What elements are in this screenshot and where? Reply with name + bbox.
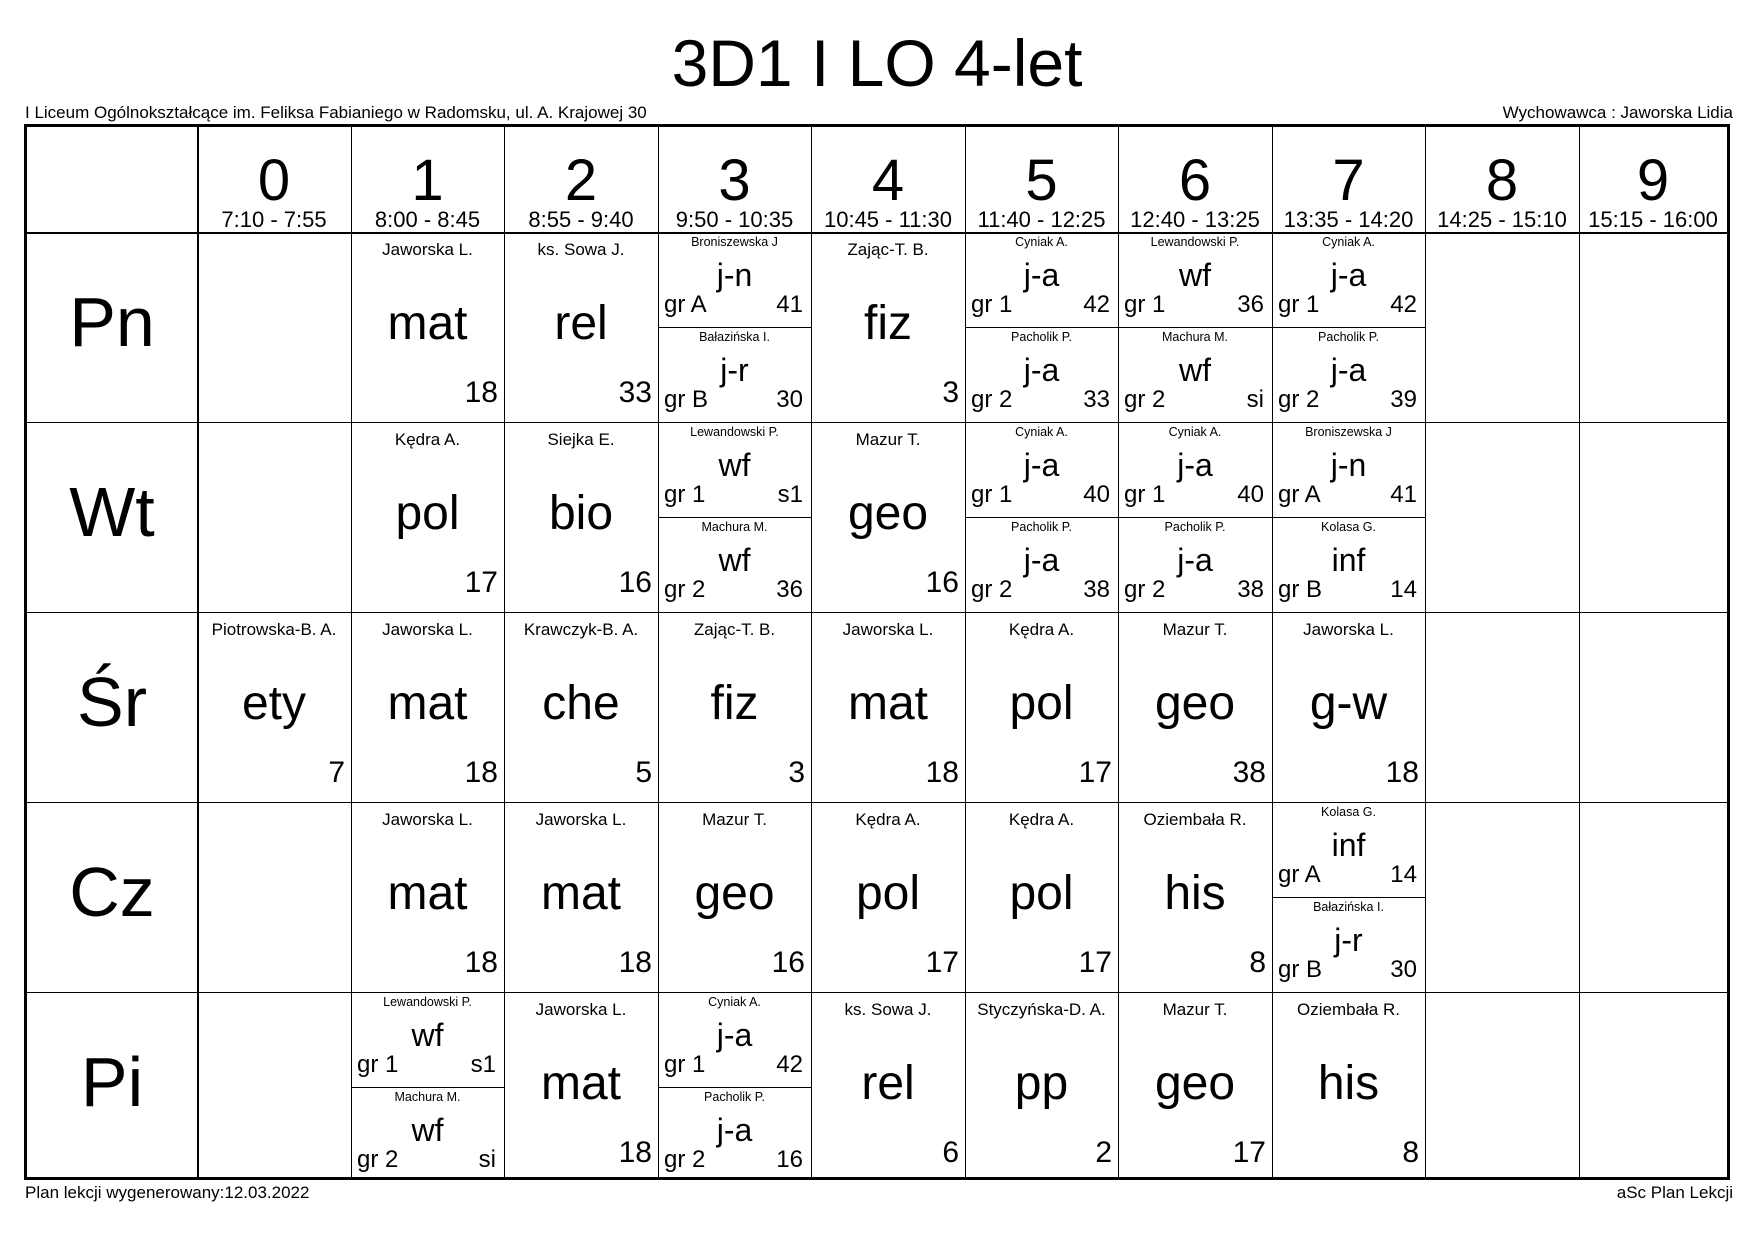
lesson-group-name: gr A xyxy=(1278,481,1321,508)
lesson-group-name: gr 2 xyxy=(1278,386,1320,413)
lesson-room: 18 xyxy=(618,1136,652,1169)
lesson-room: 38 xyxy=(1232,756,1266,789)
lesson-cell[interactable] xyxy=(965,612,1118,802)
period-header xyxy=(1425,148,1579,232)
lesson-teacher: Lewandowski P. xyxy=(383,995,472,1009)
lesson-subject: wf xyxy=(718,542,751,578)
lesson-group-name: gr 1 xyxy=(664,481,706,508)
period-time: 9:50 - 10:35 xyxy=(675,207,794,232)
lesson-cell[interactable] xyxy=(504,422,658,612)
period-time: 8:55 - 9:40 xyxy=(528,207,634,232)
lesson-teacher: Jaworska L. xyxy=(382,240,473,259)
lesson-cell[interactable] xyxy=(504,612,658,802)
lesson-group-name: gr 1 xyxy=(1124,291,1166,318)
lesson-room: 14 xyxy=(1390,861,1417,888)
lesson-cell[interactable] xyxy=(811,422,965,612)
lesson-room: si xyxy=(1246,386,1264,413)
lesson-teacher: Broniszewska J xyxy=(1305,425,1392,439)
period-time: 7:10 - 7:55 xyxy=(221,207,327,232)
lesson-cell[interactable] xyxy=(658,612,811,802)
lesson-group[interactable] xyxy=(658,232,811,327)
lesson-teacher: Kędra A. xyxy=(1008,620,1075,639)
lesson-cell[interactable] xyxy=(811,802,965,992)
lesson-subject: j-a xyxy=(716,1017,753,1053)
lesson-room: 7 xyxy=(328,756,345,789)
lesson-subject: j-a xyxy=(1023,352,1060,388)
lesson-group-name: gr B xyxy=(664,386,709,413)
lesson-subject: mat xyxy=(387,867,468,920)
lesson-room: 2 xyxy=(1095,1136,1112,1169)
lesson-subject: j-a xyxy=(716,1112,753,1148)
lesson-teacher: Machura M. xyxy=(1162,330,1228,344)
lesson-room: 33 xyxy=(1083,386,1110,413)
lesson-teacher: Bałazińska I. xyxy=(699,330,770,344)
lesson-teacher: Broniszewska J xyxy=(691,235,778,249)
lesson-teacher: Lewandowski P. xyxy=(690,425,779,439)
lesson-subject: mat xyxy=(387,677,468,730)
lesson-teacher: Jaworska L. xyxy=(382,620,473,639)
timetable-grid xyxy=(24,124,1730,1180)
lesson-subject: ety xyxy=(241,677,307,730)
software-name: aSc Plan Lekcji xyxy=(1616,1183,1733,1202)
lesson-room: 18 xyxy=(618,946,652,979)
lesson-subject: j-a xyxy=(1330,257,1367,293)
lesson-teacher: Pacholik P. xyxy=(704,1090,765,1104)
period-header xyxy=(1272,148,1425,232)
lesson-cell[interactable] xyxy=(965,802,1118,992)
period-header xyxy=(1118,148,1272,232)
lesson-group-name: gr 2 xyxy=(971,386,1013,413)
lesson-teacher: Jaworska L. xyxy=(1303,620,1394,639)
lesson-room: si xyxy=(478,1146,496,1173)
lesson-teacher: Pacholik P. xyxy=(1011,520,1072,534)
period-time: 13:35 - 14:20 xyxy=(1283,207,1414,232)
lesson-subject: fiz xyxy=(864,297,912,350)
lesson-teacher: Siejka E. xyxy=(547,430,615,449)
lesson-teacher: Lewandowski P. xyxy=(1150,235,1240,249)
lesson-subject: geo xyxy=(1154,677,1236,730)
lesson-subject: wf xyxy=(1179,352,1211,388)
lesson-group[interactable] xyxy=(658,327,811,422)
lesson-subject: g-w xyxy=(1309,677,1388,730)
lesson-room: 40 xyxy=(1237,481,1264,508)
lesson-subject: j-n xyxy=(716,257,753,293)
lesson-cell[interactable] xyxy=(811,992,965,1182)
lesson-cell[interactable] xyxy=(811,612,965,802)
lesson-group-name: gr 2 xyxy=(1124,386,1166,413)
period-time: 12:40 - 13:25 xyxy=(1130,207,1260,232)
lesson-teacher: Kolasa G. xyxy=(1321,520,1376,534)
lesson-room: 6 xyxy=(942,1136,959,1169)
lesson-room: 18 xyxy=(464,946,498,979)
lesson-cell[interactable] xyxy=(351,232,504,422)
period-header xyxy=(811,148,965,232)
lesson-teacher: Pacholik P. xyxy=(1318,330,1379,344)
lesson-group-name: gr 2 xyxy=(357,1146,399,1173)
lesson-subject: pol xyxy=(1009,677,1074,730)
day-label: Cz xyxy=(69,853,155,931)
lesson-group[interactable] xyxy=(351,992,504,1087)
lesson-subject: j-a xyxy=(1177,447,1213,483)
period-time: 15:15 - 16:00 xyxy=(1588,207,1718,232)
period-number: 4 xyxy=(871,148,905,213)
lesson-group[interactable] xyxy=(1118,327,1272,422)
period-header xyxy=(197,148,351,232)
lesson-room: 18 xyxy=(925,756,959,789)
period-time: 8:00 - 8:45 xyxy=(374,207,481,232)
lesson-subject: mat xyxy=(847,677,928,730)
lesson-group[interactable] xyxy=(1272,897,1425,992)
lesson-room: 5 xyxy=(635,756,652,789)
lesson-group-name: gr B xyxy=(1278,576,1323,603)
lesson-teacher: Mazur T. xyxy=(1162,620,1228,639)
lesson-room: 30 xyxy=(1390,956,1417,983)
lesson-subject: inf xyxy=(1331,542,1366,578)
lesson-room: 38 xyxy=(1237,576,1264,603)
lesson-subject: pol xyxy=(1009,867,1074,920)
lesson-teacher: Oziembała R. xyxy=(1143,810,1247,829)
lesson-room: 36 xyxy=(776,576,803,603)
lesson-room: s1 xyxy=(777,481,803,508)
lesson-subject: wf xyxy=(411,1112,444,1148)
lesson-subject: che xyxy=(542,677,620,730)
lesson-room: 42 xyxy=(1083,291,1110,318)
lesson-group[interactable] xyxy=(1272,802,1425,897)
lesson-cell[interactable] xyxy=(658,802,811,992)
lesson-teacher: Bałazińska I. xyxy=(1313,900,1384,914)
lesson-subject: wf xyxy=(718,447,751,483)
period-number: 1 xyxy=(411,148,444,213)
page-title: 3D1 I LO 4-let xyxy=(671,26,1083,100)
lesson-group-name: gr 2 xyxy=(664,576,706,603)
period-number: 5 xyxy=(1025,148,1058,213)
lesson-cell[interactable] xyxy=(1118,992,1272,1182)
lesson-subject: inf xyxy=(1331,827,1366,863)
period-header xyxy=(658,148,811,232)
lesson-teacher: Oziembała R. xyxy=(1297,1000,1400,1019)
lesson-teacher: Cyniak A. xyxy=(1322,235,1375,249)
lesson-room: 17 xyxy=(1078,756,1112,789)
lesson-teacher: ks. Sowa J. xyxy=(844,1000,932,1019)
lesson-room: 17 xyxy=(1232,1136,1266,1169)
lesson-group-name: gr 1 xyxy=(971,481,1013,508)
lesson-cell[interactable] xyxy=(351,612,504,802)
lesson-teacher: Mazur T. xyxy=(1162,1000,1228,1019)
lesson-room: 42 xyxy=(776,1051,803,1078)
period-number: 6 xyxy=(1178,148,1212,213)
lesson-room: 33 xyxy=(618,376,652,409)
lesson-subject: j-n xyxy=(1330,447,1367,483)
lesson-cell[interactable] xyxy=(811,232,965,422)
lesson-group[interactable] xyxy=(965,422,1118,517)
period-header xyxy=(965,148,1118,232)
lesson-group[interactable] xyxy=(965,517,1118,612)
lesson-subject: his xyxy=(1164,867,1226,920)
period-number: 9 xyxy=(1636,148,1670,213)
lesson-group[interactable] xyxy=(1272,422,1425,517)
class-teacher: Wychowawca : Jaworska Lidia xyxy=(1502,103,1733,122)
period-number: 7 xyxy=(1332,148,1365,213)
lesson-subject: rel xyxy=(554,297,608,350)
lesson-subject: geo xyxy=(694,867,775,920)
lesson-group-name: gr 1 xyxy=(357,1051,399,1078)
lesson-group-name: gr 1 xyxy=(1124,481,1166,508)
lesson-subject: fiz xyxy=(710,677,759,730)
lesson-room: 18 xyxy=(464,376,498,409)
lesson-room: 3 xyxy=(788,756,805,789)
lesson-teacher: Cyniak A. xyxy=(1015,425,1068,439)
lesson-group[interactable] xyxy=(658,422,811,517)
lesson-room: 16 xyxy=(771,946,805,979)
lesson-group[interactable] xyxy=(1118,422,1272,517)
lesson-subject: j-r xyxy=(720,352,749,388)
lesson-group[interactable] xyxy=(658,1087,811,1182)
lesson-room: 14 xyxy=(1390,576,1417,603)
lesson-room: 17 xyxy=(464,566,498,599)
lesson-room: 3 xyxy=(942,376,959,409)
lesson-cell[interactable] xyxy=(504,992,658,1182)
lesson-teacher: Styczyńska-D. A. xyxy=(977,1000,1106,1019)
lesson-teacher: Zając-T. B. xyxy=(693,620,776,639)
lesson-group-name: gr 2 xyxy=(1124,576,1166,603)
lesson-room: 16 xyxy=(776,1146,803,1173)
lesson-teacher: Cyniak A. xyxy=(708,995,761,1009)
lesson-teacher: Kędra A. xyxy=(394,430,461,449)
lesson-group-name: gr 1 xyxy=(1278,291,1320,318)
lesson-subject: j-a xyxy=(1330,352,1367,388)
lesson-subject: bio xyxy=(548,487,614,540)
school-name: I Liceum Ogólnokształcące im. Feliksa Fabianiego w Radomsku, ul. A. Krajowej 30 xyxy=(25,103,647,122)
lesson-room: 8 xyxy=(1249,946,1266,979)
lesson-subject: j-a xyxy=(1023,447,1060,483)
grid-vline xyxy=(1425,127,1426,1177)
lesson-teacher: Jaworska L. xyxy=(382,810,473,829)
lesson-room: 16 xyxy=(618,566,652,599)
lesson-room: 39 xyxy=(1390,386,1417,413)
lesson-room: 42 xyxy=(1390,291,1417,318)
lesson-subject: j-r xyxy=(1334,922,1363,958)
period-time: 11:40 - 12:25 xyxy=(977,207,1106,232)
lesson-teacher: Machura M. xyxy=(701,520,768,534)
lesson-teacher: Zając-T. B. xyxy=(847,240,929,259)
lesson-group-name: gr 2 xyxy=(971,576,1013,603)
lesson-teacher: Pacholik P. xyxy=(1011,330,1072,344)
lesson-cell[interactable] xyxy=(1118,802,1272,992)
day-label: Pi xyxy=(80,1043,144,1121)
period-header xyxy=(504,148,658,232)
lesson-teacher: Cyniak A. xyxy=(1168,425,1222,439)
day-label: Śr xyxy=(77,663,147,741)
lesson-group[interactable] xyxy=(1118,232,1272,327)
lesson-subject: j-a xyxy=(1023,257,1060,293)
lesson-teacher: ks. Sowa J. xyxy=(537,240,625,259)
lesson-group[interactable] xyxy=(351,1087,504,1182)
lesson-subject: mat xyxy=(540,867,621,920)
lesson-room: 16 xyxy=(925,566,959,599)
lesson-cell[interactable] xyxy=(504,232,658,422)
lesson-subject: wf xyxy=(1179,257,1211,293)
lesson-group-name: gr 1 xyxy=(971,291,1013,318)
period-number: 2 xyxy=(564,148,598,213)
period-header xyxy=(1579,148,1727,232)
period-number: 8 xyxy=(1485,148,1519,213)
lesson-subject: rel xyxy=(861,1057,915,1110)
lesson-teacher: Jaworska L. xyxy=(842,620,934,639)
generated-date: Plan lekcji wygenerowany:12.03.2022 xyxy=(25,1183,310,1202)
lesson-cell[interactable] xyxy=(1272,612,1425,802)
lesson-teacher: Cyniak A. xyxy=(1015,235,1068,249)
lesson-group[interactable] xyxy=(1272,327,1425,422)
lesson-room: 17 xyxy=(925,946,959,979)
lesson-group-name: gr A xyxy=(1278,861,1321,888)
lesson-subject: pol xyxy=(855,867,921,920)
lesson-group-name: gr 2 xyxy=(664,1146,706,1173)
lesson-group[interactable] xyxy=(1272,517,1425,612)
period-time: 14:25 - 15:10 xyxy=(1437,207,1567,232)
lesson-teacher: Kędra A. xyxy=(1008,810,1075,829)
lesson-teacher: Pacholik P. xyxy=(1164,520,1226,534)
lesson-group[interactable] xyxy=(965,327,1118,422)
lesson-teacher: Piotrowska-B. A. xyxy=(211,620,337,639)
lesson-subject: pol xyxy=(395,487,460,540)
lesson-group[interactable] xyxy=(658,517,811,612)
lesson-group[interactable] xyxy=(1272,232,1425,327)
lesson-teacher: Kolasa G. xyxy=(1321,805,1376,819)
lesson-teacher: Machura M. xyxy=(394,1090,461,1104)
lesson-teacher: Mazur T. xyxy=(855,430,921,449)
lesson-cell[interactable] xyxy=(1272,992,1425,1182)
lesson-cell[interactable] xyxy=(965,992,1118,1182)
period-number: 0 xyxy=(257,148,291,213)
lesson-room: 18 xyxy=(464,756,498,789)
period-header xyxy=(351,148,504,232)
lesson-group[interactable] xyxy=(1118,517,1272,612)
lesson-room: 17 xyxy=(1078,946,1112,979)
day-label: Wt xyxy=(69,473,155,551)
period-number: 3 xyxy=(718,148,751,213)
lesson-subject: geo xyxy=(1154,1057,1236,1110)
lesson-group[interactable] xyxy=(658,992,811,1087)
lesson-room: s1 xyxy=(470,1051,496,1078)
lesson-teacher: Mazur T. xyxy=(702,810,767,829)
lesson-room: 38 xyxy=(1083,576,1110,603)
lesson-subject: j-a xyxy=(1023,542,1060,578)
lesson-subject: pp xyxy=(1014,1057,1069,1110)
lesson-subject: geo xyxy=(847,487,929,540)
lesson-room: 36 xyxy=(1237,291,1264,318)
lesson-teacher: Jaworska L. xyxy=(535,810,627,829)
lesson-teacher: Jaworska L. xyxy=(535,1000,627,1019)
lesson-group[interactable] xyxy=(965,232,1118,327)
period-time: 10:45 - 11:30 xyxy=(823,207,953,232)
lesson-teacher: Krawczyk-B. A. xyxy=(523,620,639,639)
lesson-room: 18 xyxy=(1385,756,1419,789)
lesson-subject: j-a xyxy=(1177,542,1213,578)
lesson-cell[interactable] xyxy=(1118,612,1272,802)
lesson-group-name: gr 1 xyxy=(664,1051,706,1078)
lesson-subject: his xyxy=(1317,1057,1380,1110)
lesson-room: 41 xyxy=(776,291,803,318)
lesson-group-name: gr B xyxy=(1278,956,1323,983)
day-label: Pn xyxy=(69,283,155,361)
grid-vline xyxy=(1579,127,1580,1177)
lesson-room: 8 xyxy=(1402,1136,1419,1169)
lesson-room: 30 xyxy=(776,386,803,413)
lesson-room: 40 xyxy=(1083,481,1110,508)
lesson-subject: mat xyxy=(387,297,468,350)
lesson-cell[interactable] xyxy=(504,802,658,992)
lesson-room: 41 xyxy=(1390,481,1417,508)
lesson-teacher: Kędra A. xyxy=(855,810,921,829)
lesson-subject: wf xyxy=(411,1017,444,1053)
lesson-cell[interactable] xyxy=(197,612,351,802)
lesson-cell[interactable] xyxy=(351,422,504,612)
lesson-group-name: gr A xyxy=(664,291,707,318)
lesson-subject: mat xyxy=(540,1057,621,1110)
lesson-cell[interactable] xyxy=(351,802,504,992)
